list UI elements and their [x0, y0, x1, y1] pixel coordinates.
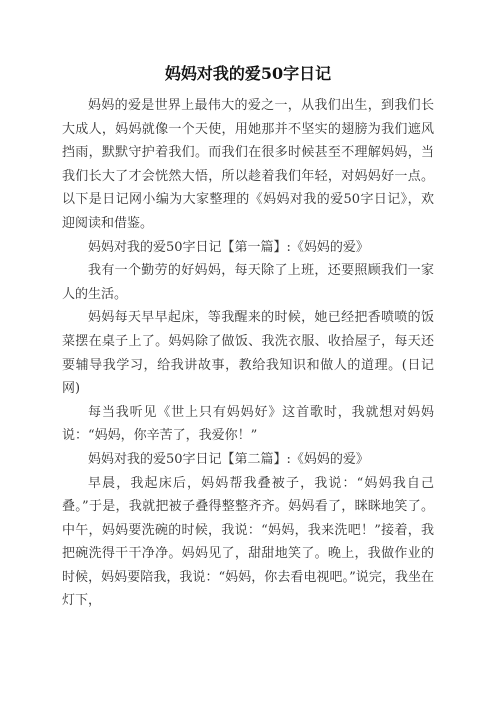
body-paragraph: 妈妈每天早早起床，等我醒来的时候，她已经把香喷喷的饭菜摆在桌子上了。妈妈除了做饭、我洗衣服、收拾屋子，每天还要辅导我学习，给我讲故事，教给我知识和做人的道理。(日记网): [62, 310, 434, 397]
document-body: [62, 94, 434, 613]
body-paragraph: 早晨，我起床后，妈妈帮我叠被子，我说：“妈妈我自己叠。”于是，我就把被子叠得整整齐齐。妈妈看了，眯眯地笑了。中午，妈妈要洗碗的时候，我说：“妈妈，我来洗吧！”接着，我把碗洗得干干净净。妈妈见了，甜甜地笑了。晚上，我做作业的时候，妈妈要陪我，我说：“妈妈，你去看电视吧。”说完，我坐在灯下，: [62, 475, 434, 609]
document-title: 妈妈对我的爱50字日记: [164, 64, 332, 83]
section-heading-2: 妈妈对我的爱50字日记【第二篇】:《妈妈的爱》: [88, 451, 369, 467]
body-paragraph: 每当我听见《世上只有妈妈好》这首歌时，我就想对妈妈说：“妈妈，你辛苦了，我爱你！”: [62, 404, 434, 444]
body-paragraph: 我有一个勤劳的好妈妈，每天除了上班，还要照顾我们一家人的生活。: [62, 263, 434, 302]
section-heading-1: 妈妈对我的爱50字日记【第一篇】:《妈妈的爱》: [88, 239, 369, 255]
intro-paragraph: 妈妈的爱是世界上最伟大的爱之一，从我们出生，到我们长大成人，妈妈就像一个天使，用她那并不坚实的翅膀为我们遮风挡雨，默默守护着我们。而我们在很多时候甚至不理解妈妈，当我们长大了才会恍然大悟，所以趁着我们年轻，对妈妈好一点。以下是日记网小编为大家整理的《妈妈对我的爱50字日记》，欢迎阅读和借鉴。: [62, 98, 434, 231]
